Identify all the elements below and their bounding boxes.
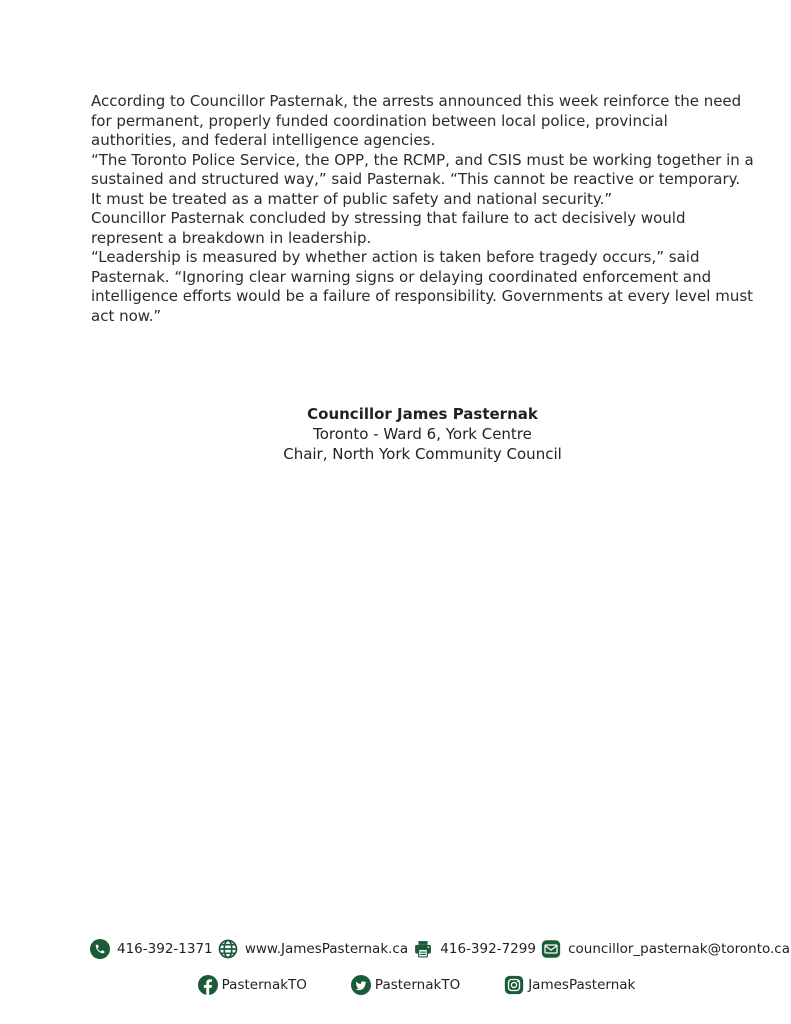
email-address[interactable]: councillor_pasternak@toronto.ca [568, 941, 790, 957]
phone-number: 416-392-1371 [117, 941, 213, 957]
paragraph-1: According to Councillor Pasternak, the arrests announced this week reinforce the need for permanent, properly funded coordination between local police, provincial authorities, and federal intelligence agencies. [91, 92, 742, 149]
paragraph-2: “The Toronto Police Service, the OPP, the RCMP, and CSIS must be working together in a sustained and structured way,” said Pasternak. “This cannot be reactive or temporary. It must be treated as a matter of public safety and national security.” [91, 150, 754, 208]
website-url[interactable]: www.JamesPasternak.ca [244, 941, 409, 957]
email-icon [541, 939, 561, 959]
twitter-label[interactable]: PasternakTO [374, 977, 461, 993]
fax-number: 416-392-7299 [440, 941, 536, 957]
instagram-handle[interactable] [504, 975, 635, 995]
instagram-label[interactable]: JamesPasternak [528, 977, 636, 993]
signature-block [91, 404, 754, 464]
fax-contact [413, 939, 536, 959]
facebook-handle[interactable] [198, 975, 307, 995]
fax-icon [413, 939, 433, 959]
instagram-icon[interactable] [504, 975, 524, 995]
facebook-label[interactable]: PasternakTO [221, 977, 307, 993]
paragraph-3: Councillor Pasternak concluded by stressing that failure to act decisively would represent a breakdown in leadership. [91, 209, 686, 247]
article-body [91, 92, 754, 326]
facebook-icon[interactable] [198, 975, 218, 995]
signature-name: Councillor James Pasternak [307, 405, 538, 423]
phone-icon [90, 939, 110, 959]
social-media-row [0, 975, 791, 995]
website-contact[interactable] [218, 939, 408, 959]
phone-contact [90, 939, 213, 959]
twitter-handle[interactable] [351, 975, 460, 995]
signature-role: Chair, North York Community Council [283, 445, 562, 463]
twitter-icon[interactable] [351, 975, 371, 995]
contact-info-row [90, 939, 790, 959]
globe-icon [218, 939, 238, 959]
email-contact[interactable] [541, 939, 790, 959]
paragraph-4: “Leadership is measured by whether action is taken before tragedy occurs,” said Pasternak. “Ignoring clear warning signs or delaying coordinated enforcement and intelligence efforts would be a failure of responsibility. Governments at every level must act now.” [91, 248, 754, 325]
signature-ward: Toronto - Ward 6, York Centre [313, 425, 532, 443]
